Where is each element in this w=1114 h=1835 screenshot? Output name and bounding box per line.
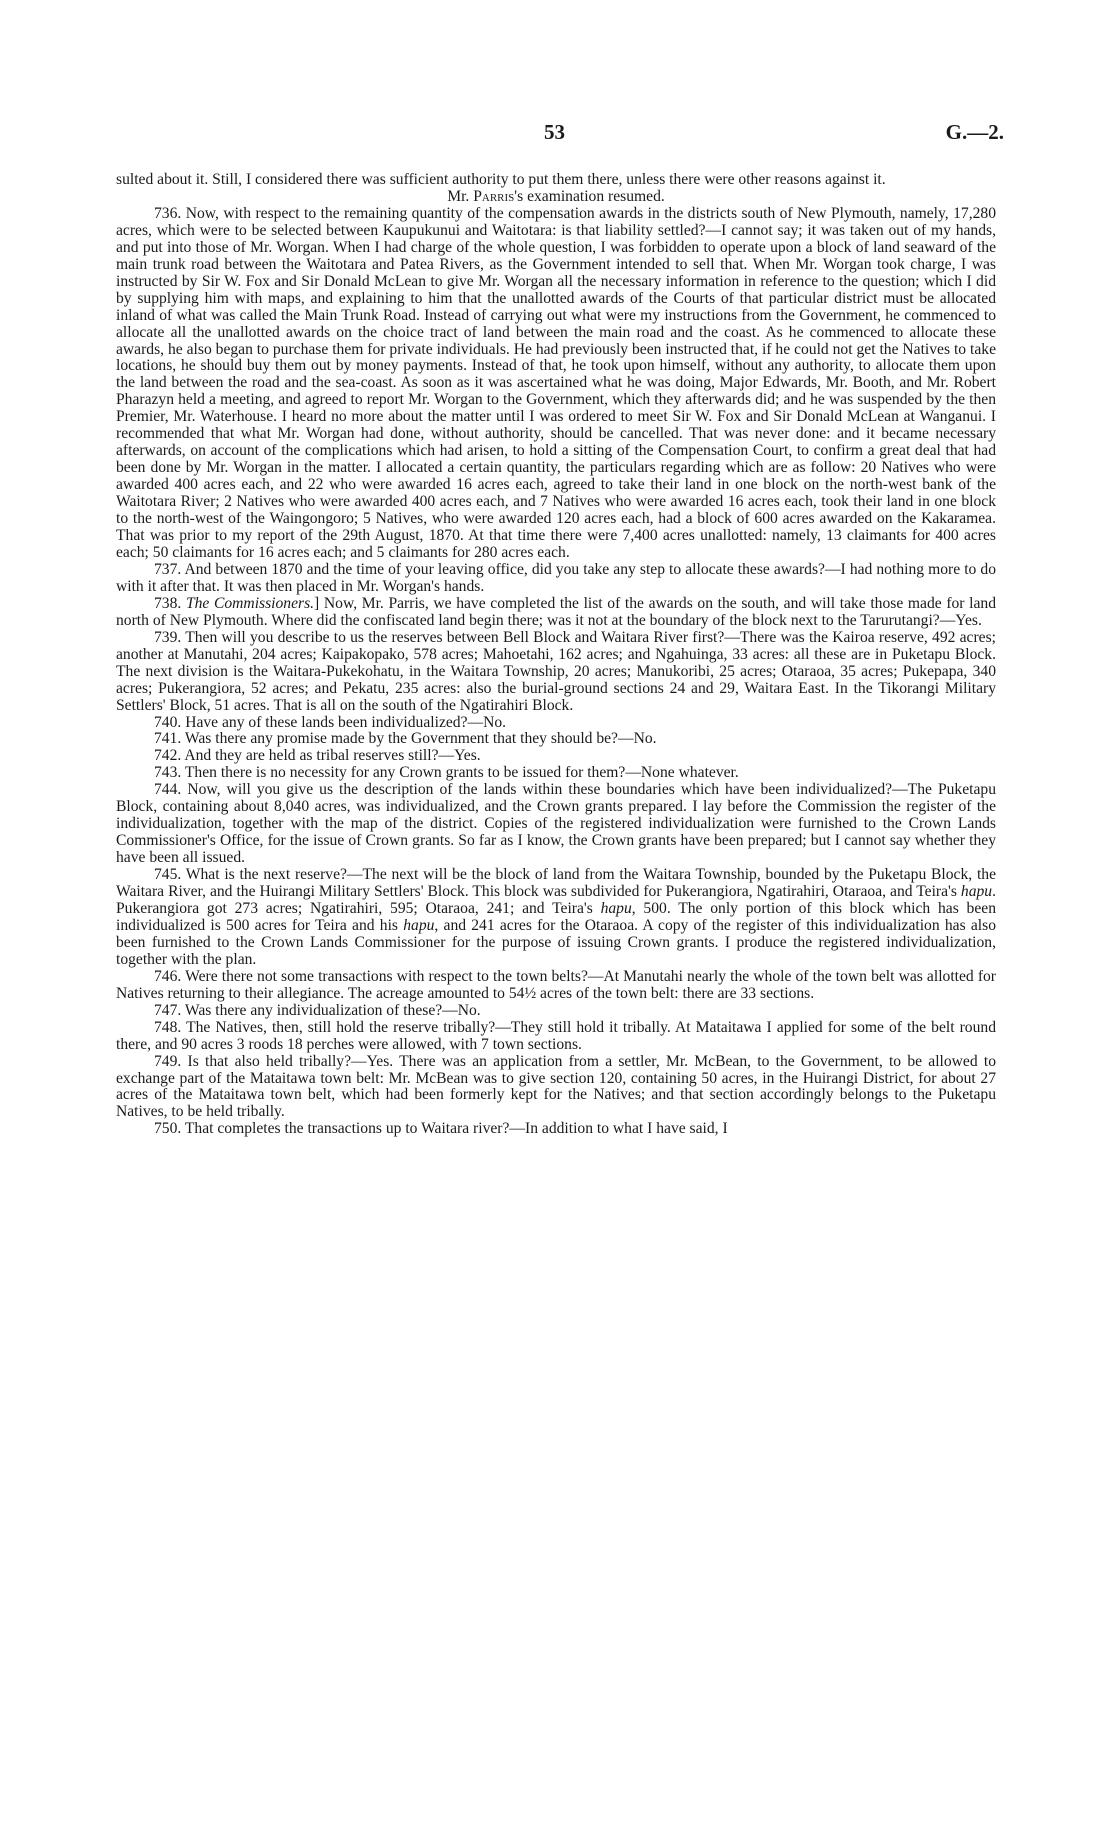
paragraph-749: 749. Is that also held tribally?—Yes. There was an application from a settler, Mr. McBean, to the Government, to be allowed to exchange part of the Mataitawa town belt: Mr. McBean was to give section 120, containing 50 acres, in the Huirangi District, for about 27 acres of the Mataitawa town belt, which had been formerly kept for the Natives; and that section accordingly belongs to the Puketapu Natives, to be held tribally. [116, 1052, 996, 1121]
paragraph-738 [116, 596, 996, 630]
paragraph-745 [116, 867, 996, 969]
paragraph-745-part-c: , 500. The only portion of this block which has been individualized is 500 acres for Teira and his [116, 899, 996, 934]
hapu-term: hapu [600, 899, 632, 917]
paragraph-738-text: ] Now, Mr. Parris, we have completed the list of the awards on the south, and will take those made for land north of New Plymouth. Where did the confiscated land begin there; was it not at the boundary of the block next to the Tarurutangi?—Yes. [116, 594, 996, 629]
document-reference: G.—2. [945, 120, 1004, 144]
paragraph-738-speaker: The Commissioners. [185, 594, 315, 612]
document-body [116, 172, 996, 1138]
page-number: 53 [544, 120, 565, 144]
continuation-paragraph: sulted about it. Still, I considered there was sufficient authority to put them there, unless there were other reasons against it. [116, 171, 886, 188]
paragraph-738-label: 738. [154, 594, 186, 612]
paragraph-746: 746. Were there not some transactions with respect to the town belts?—At Manutahi nearly the whole of the town belt was allotted for Natives returning to their allegiance. The acreage amounted to 54½ acres of the town belt: there are 33 sections. [116, 967, 996, 1002]
paragraph-737: 737. And between 1870 and the time of your leaving office, did you take any step to allocate these awards?—I had nothing more to do with it after that. It was then placed in Mr. Worgan's hands. [116, 560, 996, 595]
paragraph-736: 736. Now, with respect to the remaining quantity of the compensation awards in the districts south of New Plymouth, namely, 17,280 acres, which were to be selected between Kaupukunui and Waitotara: is that liability settled?—I cannot say; it was taken out of my hands, and put into those of Mr. Worgan. When I had charge of the whole question, I was forbidden to operate upon a block of land seaward of the main trunk road between the Waitotara and Patea Rivers, as the Government intended to sell that. When Mr. Worgan took charge, I was instructed by Sir W. Fox and Sir Donald McLean to give Mr. Worgan all the necessary information in reference to the question; which I did by supplying him with maps, and explaining to him that the unallotted awards of the Courts of that particular district must be allocated inland of what was called the Main Trunk Road. Instead of carrying out what were my instructions from the Government, he commenced to allocate all the unallotted awards on the choice tract of land between the main road and the coast. As he commenced to allocate these awards, he also began to purchase them for private individuals. He had previously been instructed that, if he could not get the Natives to take locations, he should buy them out by money payments. Instead of that, he took upon himself, without any authority, to allocate them upon the land between the road and the sea-coast. As soon as it was ascertained what he was doing, Major Edwards, Mr. Booth, and Mr. Robert Pharazyn held a meeting, and agreed to report Mr. Worgan to the Government, which they afterwards did; and he was suspended by the then Premier, Mr. Waterhouse. I heard no more about the matter until I was ordered to meet Sir W. Fox and Sir Donald McLean at Wanganui. I recommended that what Mr. Worgan had done, without authority, should be cancelled. That was never done: and it became necessary afterwards, on account of the complications which had arisen, to hold a sitting of the Compensation Court, to confirm a great deal that had been done by Mr. Worgan in the matter. I allocated a certain quantity, the particulars regarding which are as follow: 20 Natives who were awarded 400 acres each, and 22 who were awarded 16 acres each, agreed to take their land in one block on the north-west bank of the Waitotara River; 2 Natives who were awarded 400 acres each, and 7 Natives who were awarded 16 acres each, took their land in one block to the north-west of the Waingongoro; 5 Natives, who were awarded 120 acres each, had a block of 600 acres awarded on the Kakaramea. That was prior to my report of the 29th August, 1870. At that time there were 7,400 acres unallotted: namely, 13 claimants for 400 acres each; 50 claimants for 16 acres each; and 5 claimants for 280 acres each. [116, 204, 996, 561]
paragraph-739: 739. Then will you describe to us the reserves between Bell Block and Waitara River first?—There was the Kairoa reserve, 492 acres; another at Manutahi, 204 acres; Kaipakopako, 578 acres; Mahoetahi, 162 acres; and Ngahuinga, 33 acres: all these are in Puketapu Block. The next division is the Waitara-Pukekohatu, in the Waitara Township, 20 acres; Manukoribi, 25 acres; Otaraoa, 35 acres; Pukepapa, 340 acres; Pukerangiora, 52 acres; and Pekatu, 235 acres: also the burial-ground sections 24 and 29, Waitara East. In the Tikorangi Military Settlers' Block, 51 acres. That is all on the south of the Ngatirahiri Block. [116, 628, 996, 714]
section-heading [116, 189, 996, 206]
heading-suffix: 's examination resumed. [514, 187, 665, 205]
paragraph-744: 744. Now, will you give us the description of the lands within these boundaries which have been individualized?—The Puketapu Block, containing about 8,040 acres, was individualized, and the Crown grants prepared. I lay before the Commission the register of the individualization, together with the map of the district. Copies of the registered individualization were furnished to the Crown Lands Commissioner's Office, for the issue of Crown grants. So far as I know, the Crown grants have been prepared; but I cannot say whether they have been all issued. [116, 781, 996, 867]
paragraph-745-part-a: 745. What is the next reserve?—The next will be the block of land from the Waitara Township, bounded by the Puketapu Block, the Waitara River, and the Huirangi Military Settlers' Block. This block was subdivided for Pukerangiora, Ngatirahiri, Otaraoa, and Teira's [116, 866, 996, 901]
paragraph-745-part-b: . Pukerangiora got 273 acres; Ngatirahiri, 595; Otaraoa, 241; and Teira's [116, 883, 996, 917]
paragraph-747: 747. Was there any individualization of these?—No. [154, 1001, 481, 1019]
hapu-term: hapu [403, 916, 435, 934]
heading-prefix: Mr. [447, 187, 474, 205]
paragraph-740: 740. Have any of these lands been individualized?—No. [154, 713, 507, 731]
page-header [0, 120, 1114, 150]
paragraph-748: 748. The Natives, then, still hold the reserve tribally?—They still hold it tribally. At Mataitawa I applied for some of the belt round there, and 90 acres 3 roods 18 perches were allowed, with 7 town sections. [116, 1018, 996, 1053]
heading-name: Parris [473, 187, 515, 205]
paragraph-741: 741. Was there any promise made by the Government that they should be?—No. [154, 730, 657, 748]
paragraph-743: 743. Then there is no necessity for any Crown grants to be issued for them?—None whatever. [154, 764, 739, 782]
paragraph-742: 742. And they are held as tribal reserves still?—Yes. [154, 747, 481, 765]
hapu-term: hapu [960, 883, 993, 901]
paragraph-750: 750. That completes the transactions up to Waitara river?—In addition to what I have said, I [154, 1120, 728, 1138]
paragraph-745-part-d: , and 241 acres for the Otaraoa. A copy of the register of this individualization has also been furnished to the Crown Lands Commissioner for the purpose of issuing Crown grants. I produce the registered individualization, together with the plan. [116, 916, 996, 968]
